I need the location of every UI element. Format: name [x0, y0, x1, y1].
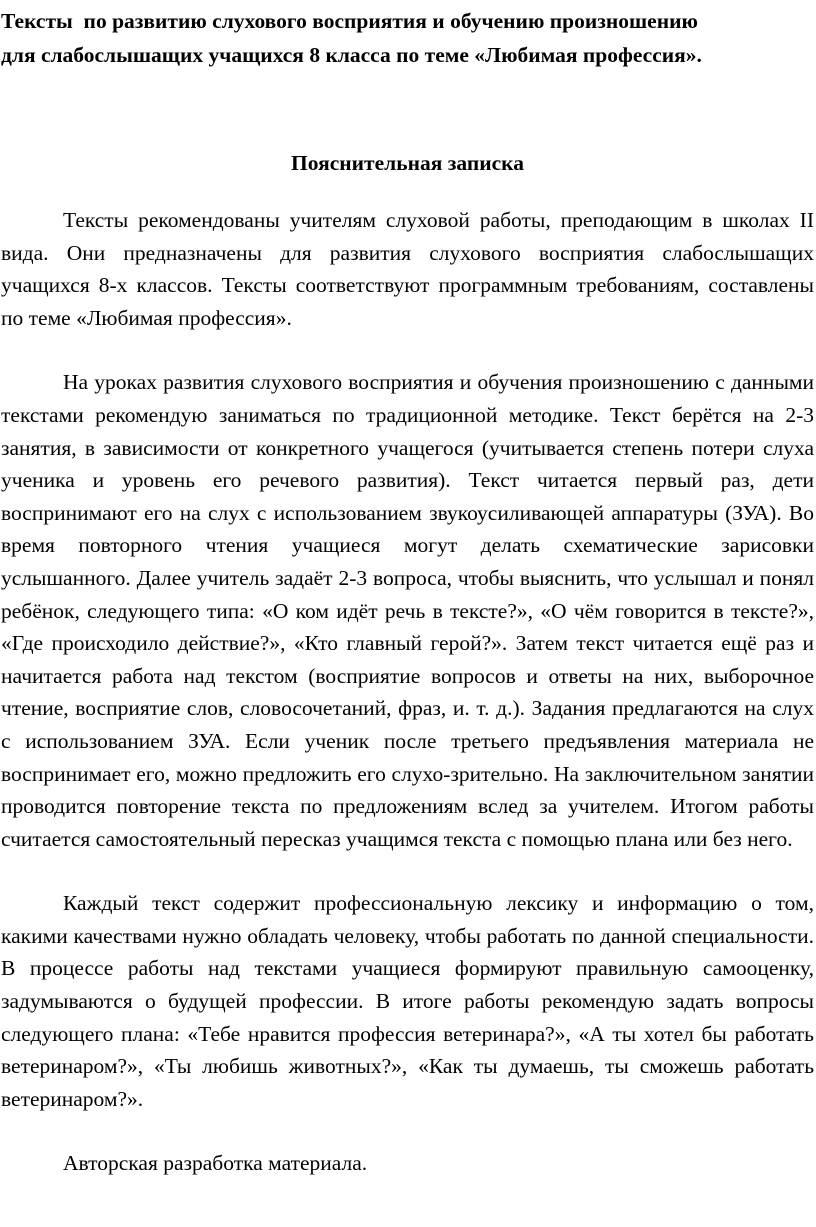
paragraph-3: Каждый текст содержит профессиональную лексику и информацию о том, какими качествами нужно обладать человеку, чтобы работать по данной специальности. В процессе работы над текстами учащиеся формируют правильную самооценку, задумываются о будущей профессии. В итоге работы рекомендую задать вопросы следующего плана: «Тебе нравится профессия ветеринара?», «А ты хотел бы работать ветеринаром?», «Ты любишь животных?», «Как ты думаешь, ты сможешь работать ветеринаром?».	[1, 891, 814, 1111]
paragraph-4: Авторская разработка материала.	[63, 1151, 368, 1176]
paragraph-1: Тексты рекомендованы учителям слуховой работы, преподающим в школах II вида. Они предназначены для развития слухового восприятия слабослышащих учащихся 8-х классов. Тексты соответствуют программным требованиям, составлены по теме «Любимая профессия».	[1, 208, 814, 330]
document-title-line-1: Тексты по развитию слухового восприятия и обучению произношению	[1, 9, 698, 33]
document-title	[1, 4, 814, 72]
paragraph-2: На уроках развития слухового восприятия и обучения произношению с данными текстами рекомендую заниматься по традиционной методике. Текст берётся на 2-3 занятия, в зависимости от конкретного учащегося (учитывается степень потери слуха ученика и уровень его речевого развития). Текст читается первый раз, дети воспринимают его на слух с использованием звукоусиливающей аппаратуры (ЗУА). Во время повторного чтения учащиеся могут делать схематические зарисовки услышанного. Далее учитель задаёт 2-3 вопроса, чтобы выяснить, что услышал и понял ребёнок, следующего типа: «О ком идёт речь в тексте?», «О чём говорится в тексте?», «Где происходило действие?», «Кто главный герой?». Затем текст читается ещё раз и начитается работа над текстом (восприятие вопросов и ответы на них, выборочное чтение, восприятие слов, словосочетаний, фраз, и. т. д.). Задания предлагаются на слух с использованием ЗУА. Если ученик после третьего предъявления материала не воспринимает его, можно предложить его слухо-зрительно. На заключительном занятии проводится повторение текста по предложениям вслед за учителем. Итогом работы считается самостоятельный пересказ учащимся текста с помощью плана или без него.	[1, 370, 814, 851]
section-heading: Пояснительная записка	[291, 151, 524, 175]
document-title-line-2: для слабослышащих учащихся 8 класса по теме «Любимая профессия».	[1, 43, 702, 67]
